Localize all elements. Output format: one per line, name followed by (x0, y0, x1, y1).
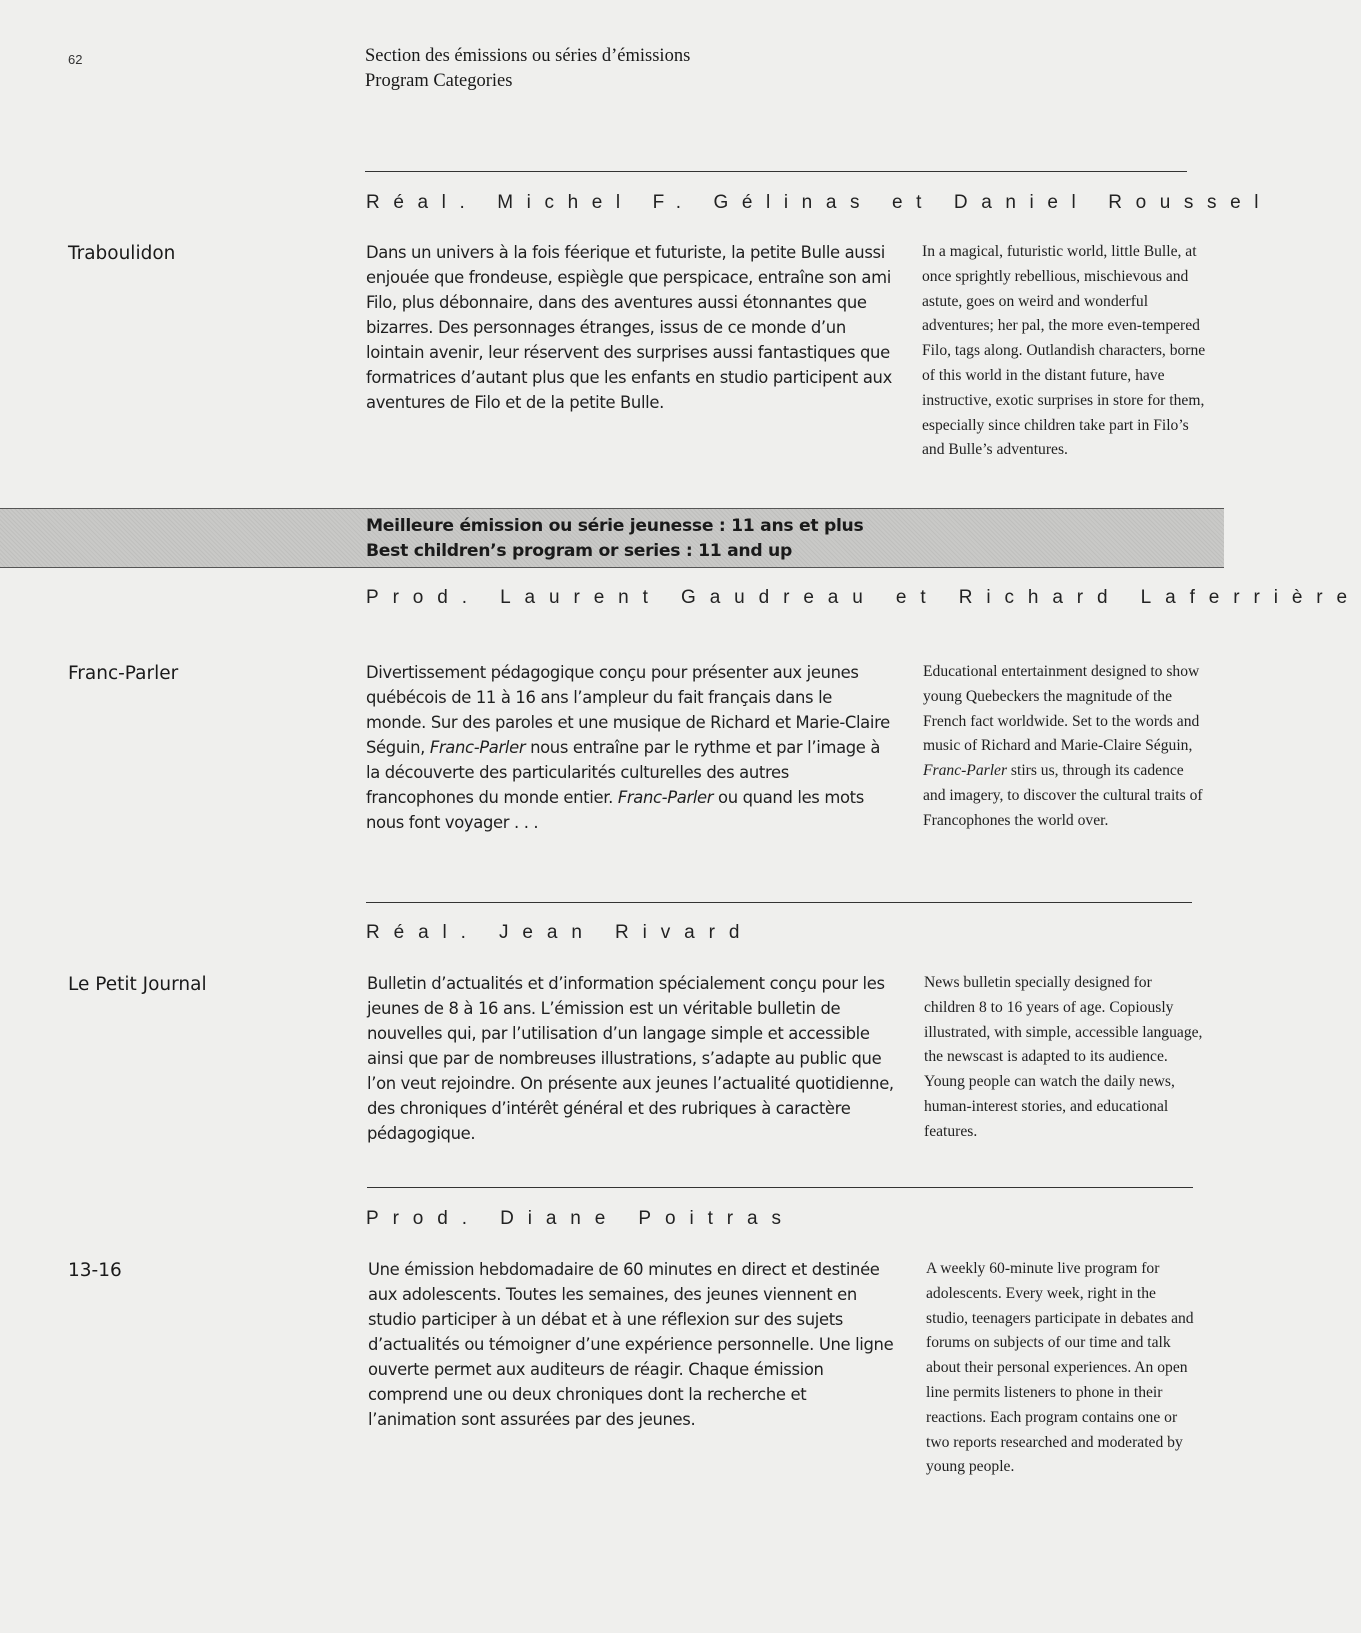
category-title-en: Best children’s program or series : 11 and up (366, 541, 792, 561)
page-header (365, 44, 690, 94)
entry-credit: Réal. Jean Rivard (366, 922, 754, 943)
section-divider (367, 1187, 1193, 1188)
program-title-italic: Franc-Parler (923, 762, 1008, 780)
entry-title: Le Petit Journal (68, 974, 207, 995)
entry-credit: Réal. Michel F. Gélinas et Daniel Roussel (366, 192, 1273, 213)
entry-description-en: In a magical, futuristic world, little Bulle, at once sprightly rebellious, mischievous and astute, goes on weird and wonderful adventures; her pal, the more even-tempered Filo, tags along. Outlandish characters, borne of this world in the distant future, have instructive, exotic surprises in store for them, especially since children take part in Filo’s and Bulle’s adventures. (922, 243, 1206, 459)
entry-title: 13-16 (68, 1260, 122, 1281)
category-band (0, 508, 1224, 568)
entry-title: Traboulidon (68, 243, 176, 264)
entry-description-en: Educational entertainment designed to show young Quebeckers the magnitude of the French fact worldwide. Set to the words and music of Richard and Marie-Claire Séguin, Franc-Parler stirs us, through its cadence and imagery, to discover the cultural traits of Francophones the world over. (923, 663, 1203, 829)
entry-description-fr: Divertissement pédagogique conçu pour présenter aux jeunes québécois de 11 à 16 ans l’ampleur du fait français dans le monde. Sur des paroles et une musique de Richard et Marie-Claire Séguin, Franc-Parler nous entraîne par le rythme et par l’image à la découverte des particularités culturelles des autres francophones du monde entier. Franc-Parler ou quand les mots nous font voyager . . . (366, 663, 890, 832)
entry-description-en: News bulletin specially designed for children 8 to 16 years of age. Copiously illustrated, with simple, accessible language, the newscast is adapted to its audience. Young people can watch the daily news, human-interest stories, and educational features. (924, 974, 1203, 1140)
header-title-en: Program Categories (365, 71, 513, 91)
entry-description-fr: Dans un univers à la fois féerique et futuriste, la petite Bulle aussi enjouée que frondeuse, espiègle que perspicace, entraîne son ami Filo, plus débonnaire, dans des aventures aussi étonnantes que bizarres. Des personnages étranges, issus de ce monde d’un lointain avenir, leur réservent des surprises aussi fantastiques que formatrices d’autant plus que les enfants en studio participent aux aventures de Filo et de la petite Bulle. (366, 243, 892, 412)
category-title-fr: Meilleure émission ou série jeunesse : 11 ans et plus (366, 516, 864, 536)
entry-description-en: A weekly 60-minute live program for adolescents. Every week, right in the studio, teenagers participate in debates and forums on subjects of our time and talk about their personal experiences. An open line permits listeners to phone in their reactions. Each program contains one or two reports researched and moderated by young people. (926, 1260, 1194, 1476)
page-number: 62 (68, 52, 83, 67)
entry-credit: Prod. Laurent Gaudreau et Richard Laferrière (366, 587, 1361, 608)
program-title-italic: Franc-Parler (617, 788, 714, 807)
program-title-italic: Franc-Parler (429, 738, 526, 757)
entry-title: Franc-Parler (68, 663, 179, 684)
section-divider (365, 171, 1187, 172)
entry-credit: Prod. Diane Poitras (366, 1208, 795, 1229)
entry-description-fr: Une émission hebdomadaire de 60 minutes en direct et destinée aux adolescents. Toutes les semaines, des jeunes viennent en studio participer à un débat et à une réflexion sur des sujets d’actualités ou témoigner d’une expérience personnelle. Une ligne ouverte permet aux auditeurs de réagir. Chaque émission comprend une ou deux chroniques dont la recherche et l’animation sont assurées par des jeunes. (368, 1260, 894, 1429)
entry-description-fr: Bulletin d’actualités et d’information spécialement conçu pour les jeunes de 8 à 16 ans. L’émission est un véritable bulletin de nouvelles qui, par l’utilisation d’un langage simple et accessible ainsi que par de nombreuses illustrations, s’adapte au public que l’on veut rejoindre. On présente aux jeunes l’actualité quotidienne, des chroniques d’intérêt général et des rubriques à caractère pédagogique. (367, 974, 894, 1143)
section-divider (366, 902, 1192, 903)
header-title-fr: Section des émissions ou séries d’émissions (365, 46, 691, 66)
